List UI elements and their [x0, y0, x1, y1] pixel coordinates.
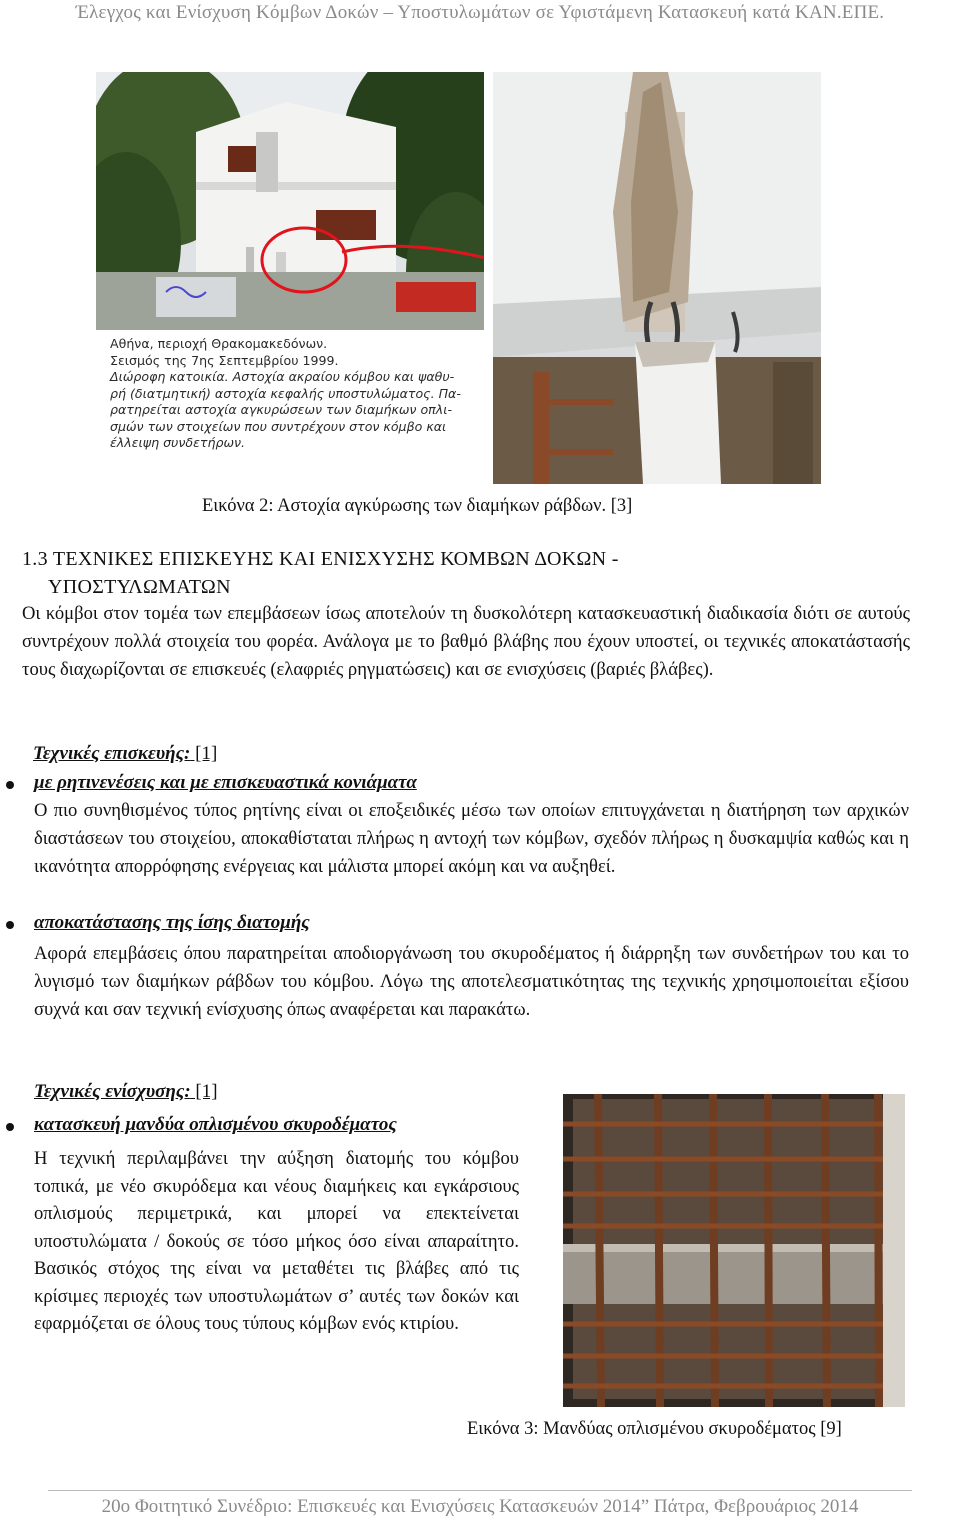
repair-bullet1-text: Ο πιο συνηθισμένος τύπος ρητίνης είναι οι εποξειδικές μέσω των οποίων επιτυγχάνεται η διατήρηση των αρχικών διαστάσεων του στοιχείου, αποκαθίσταται πλήρως η αντοχή των κόμβων, σχεδόν πλήρως η δυσκαμψία καθώς και η ικανότητα απορρόφησης ενέργειας και μάλιστα μπορεί ακόμη και να αυξηθεί.: [34, 800, 909, 877]
repair-bullet1-title: με ρητινενέσεις και με επισκευαστικά κονιάματα: [34, 772, 417, 793]
strengthening-techniques-heading: [34, 1081, 218, 1103]
photo-text-line: Αθήνα, περιοχή Θρακομακεδόνων.: [110, 336, 328, 351]
section-heading-continued: ΥΠΟΣΤΥΛΩΜΑΤΩΝ: [48, 576, 231, 598]
photo-text-line: Διώροφη κατοικία. Αστοχία ακραίου κόμβου και ψαθυ-: [110, 369, 455, 384]
concrete-jacket-photo-illustration: [563, 1094, 905, 1407]
photo-text-line: Σεισμός της 7ης Σεπτεμβρίου 1999.: [110, 352, 339, 368]
figure3-photo: [563, 1094, 905, 1407]
repair-bullet2-title: αποκατάστασης της ίσης διατομής: [34, 912, 310, 933]
section-heading: 1.3 ΤΕΧΝΙΚΕΣ ΕΠΙΣΚΕΥΗΣ ΚΑΙ ΕΝΙΣΧΥΣΗΣ ΚΟΜΒΩΝ ΔΟΚΩΝ -: [22, 548, 619, 570]
photo-text-line: ρή (διατμητική) αστοχία κεφαλής υποστυλώματος. Πα-: [110, 385, 461, 401]
bullet-icon: [6, 781, 14, 789]
bullet-icon: [6, 1123, 14, 1131]
running-footer: 20ο Φοιτητικό Συνέδριο: Επισκευές και Ενισχύσεις Κατασκευών 2014” Πάτρα, Φεβρουάριος 2014: [101, 1496, 859, 1517]
intro-paragraph: Οι κόμβοι στον τομέα των επεμβάσεων ίσως αποτελούν τη δυσκολότερη κατασκευαστική διαδικασία διότι σε αυτούς συντρέχουν πολλά στοιχεία του φορέα. Ανάλογα με το βαθμό βλάβης που έχουν υποστεί, οι τεχνικές αποκατάστασής τους διαχωρίζονται σε επισκευές (ελαφριές ρηγματώσεις) και σε ενισχύσεις (βαριές βλάβες).: [22, 603, 910, 680]
photo-text-line: σμών των στοιχείων που συντρέχουν στον κόμβο και: [110, 418, 447, 434]
strengthen-bullet1-title: κατασκευή μανδύα οπλισμένου σκυροδέματος: [34, 1114, 397, 1135]
failed-column-photo-illustration: [493, 72, 821, 484]
strengthen-heading-ref: [1]: [190, 1081, 218, 1102]
repair-techniques-heading: [33, 743, 217, 765]
repair-bullet2-text: Αφορά επεμβάσεις όπου παρατηρείται αποδιοργάνωση του σκυροδέματος ή διάρρηξη των συνδετήρων του και το λυγισμό των διαμήκων ράβδων του κόμβου. Λόγω της αποτελεσματικότητας της τεχνικής χρησιμοποιείται εξίσου συχνά και σαν τεχνική ενίσχυσης όπως αναφέρεται και παρακάτω.: [34, 943, 909, 1020]
strengthen-heading-text: Τεχνικές ενίσχυσης:: [34, 1081, 191, 1102]
figure2-photo-caption-block: [110, 336, 461, 452]
repair-heading-text: Τεχνικές επισκευής:: [33, 743, 191, 764]
figure3-caption: Εικόνα 3: Μανδύας οπλισμένου σκυροδέματος [9]: [467, 1419, 842, 1439]
figure2-caption: Εικόνα 2: Αστοχία αγκύρωσης των διαμήκων ράβδων. [3]: [202, 496, 633, 516]
figure2-left-photo: [96, 72, 484, 462]
photo-text-line: ρατηρείται αστοχία αγκυρώσεων των διαμήκων οπλι-: [110, 402, 453, 417]
running-header: Έλεγχος και Ενίσχυση Κόμβων Δοκών – Υποστυλωμάτων σε Υφιστάμενη Κατασκευή κατά ΚΑΝ.ΕΠΕ.: [75, 2, 885, 23]
footer-divider: [48, 1490, 912, 1491]
photo-text-line: έλλειψη συνδετήρων.: [110, 435, 246, 450]
bullet-icon: [6, 921, 14, 929]
figure2-right-photo: [493, 72, 821, 484]
strengthen-bullet1-text: Η τεχνική περιλαμβάνει την αύξηση διατομής του κόμβου τοπικά, με νέο σκυρόδεμα και νέους διαμήκεις και εγκάρσιους οπλισμούς περιμετρικά, και μπορεί να επεκτείνεται υποστυλώματα / δοκούς σε τόσο μήκος όσο είναι απαραίτητο. Βασικός στόχος της είναι να μεταθέτει τις βλάβες από τις κρίσιμες περιοχές των υποστυλωμάτων σ’ αυτές των δοκών και εφαρμόζεται σε όλους τους τύπους κόμβων ενός κτιρίου.: [34, 1148, 519, 1334]
repair-heading-ref: [1]: [190, 743, 218, 764]
